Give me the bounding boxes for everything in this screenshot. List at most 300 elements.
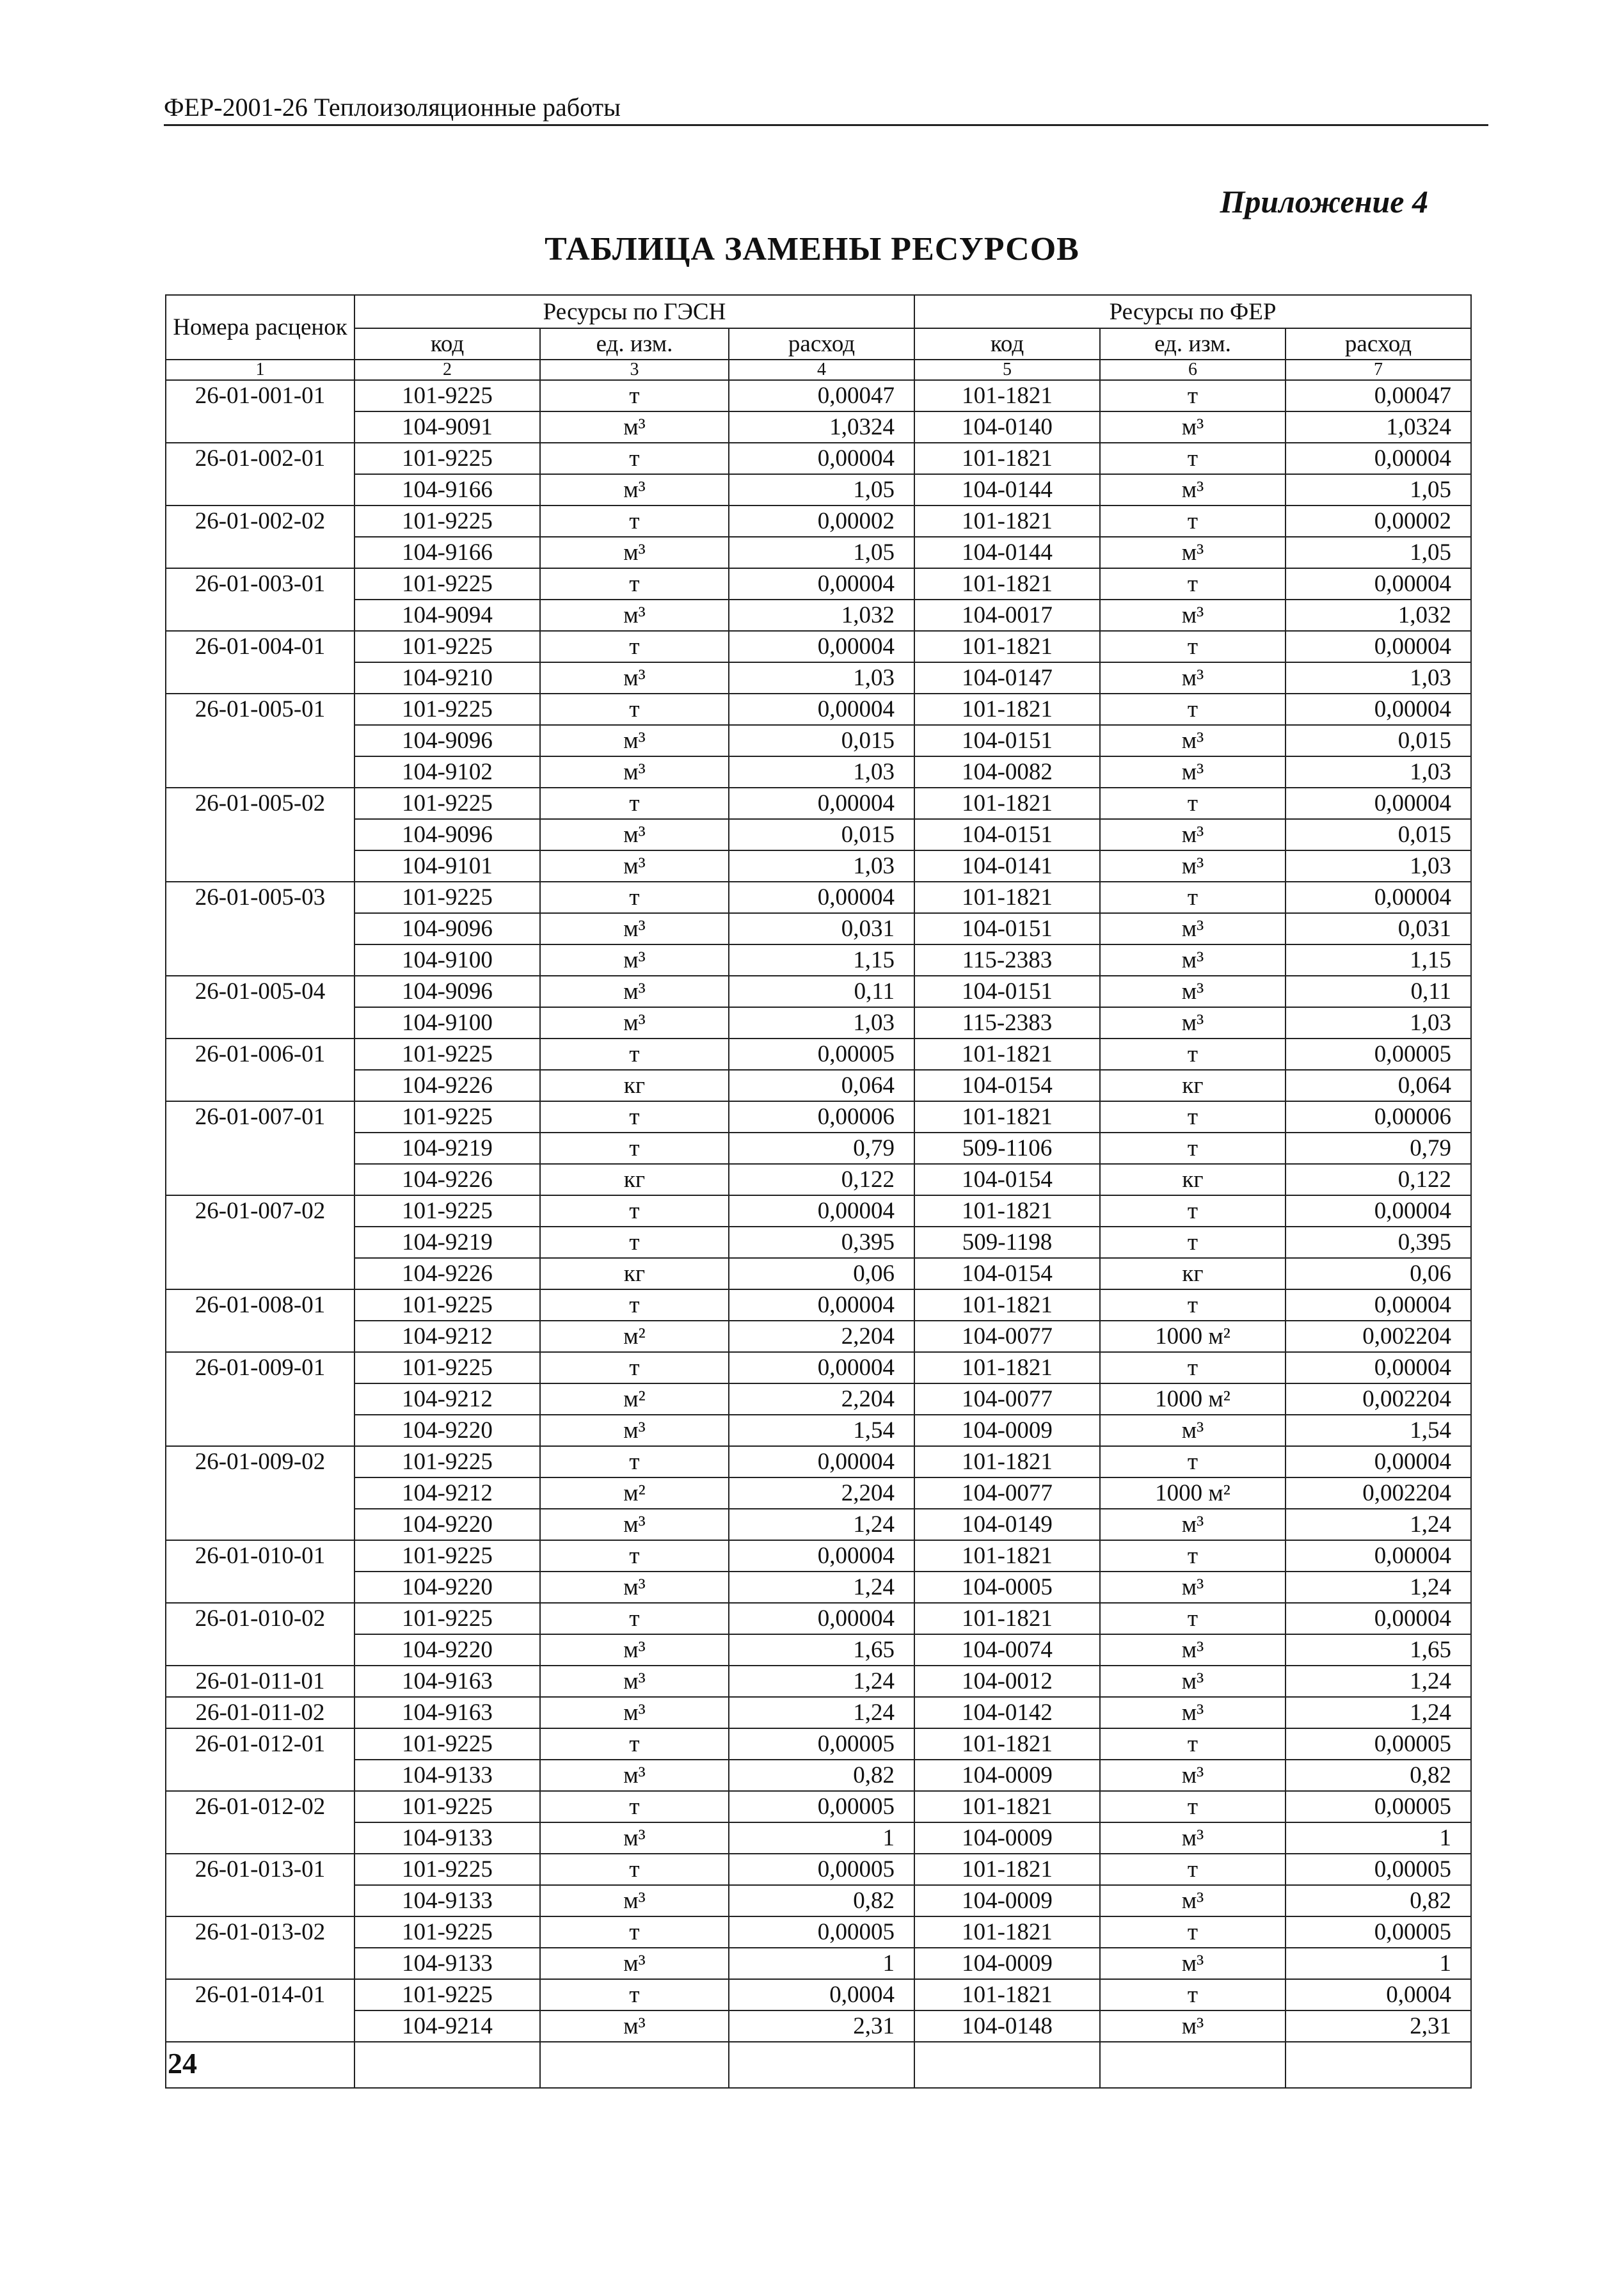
table-row (166, 631, 1471, 662)
fer-unit: т (1100, 380, 1286, 411)
fer-unit: м³ (1100, 819, 1286, 850)
fer-code: 101-1821 (914, 631, 1100, 662)
gesn-unit: кг (540, 1258, 729, 1289)
table-row (166, 1979, 1471, 2010)
table-row (166, 1634, 1471, 1666)
gesn-code: 101-9225 (354, 1979, 540, 2010)
fer-code: 101-1821 (914, 1101, 1100, 1133)
fer-unit: кг (1100, 1258, 1286, 1289)
fer-code: 101-1821 (914, 1979, 1100, 2010)
table-row (166, 1007, 1471, 1039)
column-number: 2 (354, 360, 540, 380)
fer-consumption: 1 (1286, 1948, 1471, 1979)
fer-unit: м³ (1100, 662, 1286, 694)
table-row (166, 1133, 1471, 1164)
table-blank-row (166, 2042, 1471, 2088)
table-row (166, 1164, 1471, 1195)
fer-unit: 1000 м² (1100, 1477, 1286, 1509)
table-row (166, 506, 1471, 537)
header-fer-code: код (914, 328, 1100, 360)
gesn-unit: м³ (540, 474, 729, 506)
fer-unit: т (1100, 568, 1286, 600)
table-row (166, 411, 1471, 443)
table-row (166, 1415, 1471, 1446)
fer-unit: кг (1100, 1070, 1286, 1101)
fer-code: 101-1821 (914, 1791, 1100, 1822)
fer-code: 101-1821 (914, 694, 1100, 725)
header-fer-consumption: расход (1286, 328, 1471, 360)
rate-number: 26-01-005-03 (166, 882, 354, 976)
fer-code: 104-0151 (914, 976, 1100, 1007)
table-row (166, 1227, 1471, 1258)
gesn-unit: т (540, 1195, 729, 1227)
fer-unit: м³ (1100, 850, 1286, 882)
fer-code: 115-2383 (914, 944, 1100, 976)
fer-consumption: 0,00005 (1286, 1039, 1471, 1070)
fer-code: 101-1821 (914, 1195, 1100, 1227)
rate-number: 26-01-011-02 (166, 1697, 354, 1728)
fer-unit: м³ (1100, 1007, 1286, 1039)
fer-unit: т (1100, 1854, 1286, 1885)
gesn-code: 101-9225 (354, 1195, 540, 1227)
gesn-unit: м³ (540, 1822, 729, 1854)
fer-consumption: 0,00002 (1286, 506, 1471, 537)
fer-consumption: 0,00006 (1286, 1101, 1471, 1133)
table-row (166, 1446, 1471, 1477)
gesn-consumption: 0,00004 (729, 1195, 914, 1227)
fer-code: 104-0009 (914, 1415, 1100, 1446)
fer-consumption: 0,00004 (1286, 568, 1471, 600)
gesn-consumption: 0,015 (729, 725, 914, 756)
gesn-unit: м³ (540, 600, 729, 631)
fer-unit: т (1100, 1039, 1286, 1070)
fer-unit: кг (1100, 1164, 1286, 1195)
table-row (166, 1854, 1471, 1885)
page-number: 24 (168, 2047, 197, 2080)
header-gesn-resources: Ресурсы по ГЭСН (354, 295, 914, 328)
rate-number: 26-01-010-01 (166, 1540, 354, 1603)
fer-consumption: 0,031 (1286, 913, 1471, 944)
fer-consumption: 0,00005 (1286, 1791, 1471, 1822)
gesn-consumption: 0,00004 (729, 631, 914, 662)
gesn-consumption: 0,82 (729, 1760, 914, 1791)
gesn-code: 101-9225 (354, 1854, 540, 1885)
gesn-unit: т (540, 1728, 729, 1760)
fer-code: 104-0074 (914, 1634, 1100, 1666)
fer-code: 104-0005 (914, 1572, 1100, 1603)
gesn-unit: м³ (540, 1666, 729, 1697)
blank-cell (354, 2042, 540, 2088)
fer-unit: т (1100, 1133, 1286, 1164)
table-row (166, 756, 1471, 788)
gesn-code: 104-9100 (354, 944, 540, 976)
gesn-unit: м³ (540, 1885, 729, 1916)
rate-number: 26-01-009-02 (166, 1446, 354, 1540)
fer-unit: т (1100, 694, 1286, 725)
gesn-code: 101-9225 (354, 568, 540, 600)
rate-number: 26-01-012-01 (166, 1728, 354, 1791)
column-number: 3 (540, 360, 729, 380)
gesn-code: 104-9133 (354, 1760, 540, 1791)
table-row (166, 1822, 1471, 1854)
gesn-code: 104-9096 (354, 976, 540, 1007)
fer-consumption: 0,015 (1286, 819, 1471, 850)
fer-consumption: 1,03 (1286, 756, 1471, 788)
fer-unit: т (1100, 443, 1286, 474)
fer-unit: м³ (1100, 537, 1286, 568)
fer-code: 101-1821 (914, 568, 1100, 600)
gesn-consumption: 1,0324 (729, 411, 914, 443)
gesn-consumption: 0,79 (729, 1133, 914, 1164)
gesn-code: 101-9225 (354, 1791, 540, 1822)
fer-code: 104-0148 (914, 2010, 1100, 2042)
fer-code: 509-1198 (914, 1227, 1100, 1258)
fer-consumption: 1,0324 (1286, 411, 1471, 443)
rate-number: 26-01-005-01 (166, 694, 354, 788)
fer-code: 101-1821 (914, 1603, 1100, 1634)
table-row (166, 1039, 1471, 1070)
gesn-unit: м² (540, 1321, 729, 1352)
gesn-consumption: 0,00004 (729, 788, 914, 819)
fer-unit: т (1100, 1916, 1286, 1948)
fer-consumption: 0,00004 (1286, 1540, 1471, 1572)
gesn-code: 104-9214 (354, 2010, 540, 2042)
appendix-label: Приложение 4 (1220, 184, 1428, 219)
fer-code: 104-0017 (914, 600, 1100, 631)
table-row (166, 1572, 1471, 1603)
rate-number: 26-01-005-02 (166, 788, 354, 882)
gesn-consumption: 0,11 (729, 976, 914, 1007)
fer-consumption: 1,24 (1286, 1666, 1471, 1697)
fer-consumption: 0,11 (1286, 976, 1471, 1007)
fer-unit: т (1100, 631, 1286, 662)
gesn-unit: м³ (540, 1509, 729, 1540)
gesn-code: 101-9225 (354, 1352, 540, 1383)
gesn-unit: т (540, 694, 729, 725)
gesn-unit: т (540, 1101, 729, 1133)
fer-consumption: 1,24 (1286, 1697, 1471, 1728)
gesn-consumption: 1,03 (729, 756, 914, 788)
table-row (166, 913, 1471, 944)
fer-unit: м³ (1100, 976, 1286, 1007)
rate-number: 26-01-007-02 (166, 1195, 354, 1289)
gesn-unit: м³ (540, 1697, 729, 1728)
gesn-consumption: 1,24 (729, 1572, 914, 1603)
table-row (166, 1760, 1471, 1791)
fer-consumption: 0,00004 (1286, 1603, 1471, 1634)
fer-unit: м³ (1100, 725, 1286, 756)
gesn-unit: м³ (540, 976, 729, 1007)
table-row (166, 1289, 1471, 1321)
rate-number: 26-01-003-01 (166, 568, 354, 631)
fer-code: 104-0077 (914, 1321, 1100, 1352)
blank-cell (540, 2042, 729, 2088)
gesn-code: 104-9220 (354, 1634, 540, 1666)
fer-code: 104-0154 (914, 1070, 1100, 1101)
gesn-consumption: 0,00004 (729, 1603, 914, 1634)
fer-consumption: 0,122 (1286, 1164, 1471, 1195)
fer-unit: т (1100, 1352, 1286, 1383)
fer-code: 104-0151 (914, 819, 1100, 850)
gesn-unit: т (540, 1289, 729, 1321)
gesn-unit: м³ (540, 1760, 729, 1791)
gesn-code: 104-9163 (354, 1697, 540, 1728)
gesn-unit: т (540, 380, 729, 411)
fer-consumption: 0,00004 (1286, 631, 1471, 662)
fer-consumption: 0,00004 (1286, 788, 1471, 819)
fer-code: 509-1106 (914, 1133, 1100, 1164)
fer-consumption: 0,015 (1286, 725, 1471, 756)
fer-code: 104-0154 (914, 1258, 1100, 1289)
gesn-unit: т (540, 631, 729, 662)
gesn-code: 104-9212 (354, 1477, 540, 1509)
gesn-consumption: 2,31 (729, 2010, 914, 2042)
fer-unit: м³ (1100, 1760, 1286, 1791)
gesn-code: 104-9219 (354, 1227, 540, 1258)
table-row (166, 1540, 1471, 1572)
gesn-unit: м³ (540, 1415, 729, 1446)
fer-code: 104-0154 (914, 1164, 1100, 1195)
header-gesn-consumption: расход (729, 328, 914, 360)
blank-cell (1286, 2042, 1471, 2088)
fer-code: 104-0140 (914, 411, 1100, 443)
column-number: 4 (729, 360, 914, 380)
fer-consumption: 0,00004 (1286, 882, 1471, 913)
column-number: 5 (914, 360, 1100, 380)
gesn-consumption: 0,00047 (729, 380, 914, 411)
gesn-consumption: 2,204 (729, 1321, 914, 1352)
column-number: 1 (166, 360, 354, 380)
table-row (166, 1603, 1471, 1634)
fer-code: 104-0009 (914, 1948, 1100, 1979)
column-number: 6 (1100, 360, 1286, 380)
rate-number: 26-01-014-01 (166, 1979, 354, 2042)
fer-code: 101-1821 (914, 380, 1100, 411)
fer-unit: м³ (1100, 1509, 1286, 1540)
table-row (166, 1321, 1471, 1352)
fer-consumption: 1,032 (1286, 600, 1471, 631)
gesn-unit: м³ (540, 662, 729, 694)
fer-consumption: 0,002204 (1286, 1477, 1471, 1509)
fer-consumption: 0,00005 (1286, 1854, 1471, 1885)
gesn-code: 104-9133 (354, 1948, 540, 1979)
table-row (166, 819, 1471, 850)
gesn-consumption: 1 (729, 1948, 914, 1979)
table-row (166, 1791, 1471, 1822)
fer-unit: м³ (1100, 913, 1286, 944)
table-row (166, 1352, 1471, 1383)
gesn-consumption: 1,24 (729, 1666, 914, 1697)
gesn-unit: т (540, 882, 729, 913)
gesn-consumption: 0,00004 (729, 568, 914, 600)
gesn-consumption: 1,05 (729, 474, 914, 506)
fer-unit: 1000 м² (1100, 1321, 1286, 1352)
fer-consumption: 0,002204 (1286, 1383, 1471, 1415)
fer-code: 101-1821 (914, 443, 1100, 474)
gesn-code: 104-9133 (354, 1885, 540, 1916)
gesn-code: 101-9225 (354, 882, 540, 913)
gesn-code: 101-9225 (354, 1101, 540, 1133)
fer-code: 104-0077 (914, 1477, 1100, 1509)
gesn-consumption: 0,00005 (729, 1039, 914, 1070)
gesn-unit: м³ (540, 756, 729, 788)
gesn-consumption: 0,06 (729, 1258, 914, 1289)
gesn-consumption: 0,00004 (729, 443, 914, 474)
resource-replacement-table (165, 294, 1472, 2089)
gesn-code: 104-9219 (354, 1133, 540, 1164)
gesn-unit: т (540, 443, 729, 474)
blank-cell (729, 2042, 914, 2088)
gesn-code: 101-9225 (354, 694, 540, 725)
column-number: 7 (1286, 360, 1471, 380)
fer-code: 101-1821 (914, 1446, 1100, 1477)
gesn-unit: кг (540, 1070, 729, 1101)
table-row (166, 662, 1471, 694)
gesn-code: 101-9225 (354, 1603, 540, 1634)
gesn-code: 101-9225 (354, 1289, 540, 1321)
fer-unit: 1000 м² (1100, 1383, 1286, 1415)
fer-unit: м³ (1100, 1666, 1286, 1697)
fer-unit: т (1100, 1979, 1286, 2010)
gesn-consumption: 1,03 (729, 662, 914, 694)
fer-consumption: 0,00004 (1286, 1352, 1471, 1383)
gesn-code: 101-9225 (354, 1540, 540, 1572)
blank-cell (1100, 2042, 1286, 2088)
gesn-code: 101-9225 (354, 1039, 540, 1070)
fer-consumption: 2,31 (1286, 2010, 1471, 2042)
gesn-consumption: 2,204 (729, 1383, 914, 1415)
fer-consumption: 1,03 (1286, 1007, 1471, 1039)
fer-consumption: 0,79 (1286, 1133, 1471, 1164)
gesn-consumption: 0,00005 (729, 1916, 914, 1948)
table-row (166, 1101, 1471, 1133)
gesn-consumption: 0,122 (729, 1164, 914, 1195)
rate-number: 26-01-007-01 (166, 1101, 354, 1195)
gesn-consumption: 0,00002 (729, 506, 914, 537)
table-row (166, 882, 1471, 913)
fer-code: 104-0009 (914, 1822, 1100, 1854)
fer-consumption: 0,002204 (1286, 1321, 1471, 1352)
fer-code: 104-0142 (914, 1697, 1100, 1728)
fer-consumption: 0,00004 (1286, 443, 1471, 474)
gesn-unit: м³ (540, 725, 729, 756)
gesn-code: 101-9225 (354, 1728, 540, 1760)
gesn-unit: м³ (540, 1948, 729, 1979)
gesn-code: 101-9225 (354, 443, 540, 474)
fer-unit: м³ (1100, 1885, 1286, 1916)
table-row (166, 1948, 1471, 1979)
gesn-consumption: 1,03 (729, 850, 914, 882)
fer-consumption: 0,00047 (1286, 380, 1471, 411)
gesn-code: 104-9102 (354, 756, 540, 788)
fer-consumption: 0,82 (1286, 1760, 1471, 1791)
gesn-code: 101-9225 (354, 788, 540, 819)
gesn-consumption: 0,00005 (729, 1854, 914, 1885)
fer-consumption: 0,00004 (1286, 1446, 1471, 1477)
gesn-unit: м³ (540, 1572, 729, 1603)
fer-unit: м³ (1100, 600, 1286, 631)
fer-consumption: 0,0004 (1286, 1979, 1471, 2010)
fer-unit: т (1100, 1446, 1286, 1477)
table-row (166, 1728, 1471, 1760)
table-row (166, 537, 1471, 568)
gesn-unit: т (540, 506, 729, 537)
gesn-code: 104-9220 (354, 1509, 540, 1540)
fer-unit: т (1100, 1540, 1286, 1572)
fer-unit: м³ (1100, 1697, 1286, 1728)
gesn-consumption: 0,00004 (729, 1446, 914, 1477)
fer-consumption: 0,064 (1286, 1070, 1471, 1101)
fer-unit: т (1100, 788, 1286, 819)
fer-unit: м³ (1100, 1948, 1286, 1979)
header-fer-unit: ед. изм. (1100, 328, 1286, 360)
fer-unit: т (1100, 882, 1286, 913)
table-row (166, 600, 1471, 631)
gesn-unit: м³ (540, 1007, 729, 1039)
fer-unit: м³ (1100, 1822, 1286, 1854)
table-row (166, 1885, 1471, 1916)
gesn-unit: м³ (540, 913, 729, 944)
table-row (166, 976, 1471, 1007)
fer-code: 104-0151 (914, 913, 1100, 944)
fer-code: 104-0009 (914, 1760, 1100, 1791)
gesn-consumption: 1 (729, 1822, 914, 1854)
fer-consumption: 1,24 (1286, 1572, 1471, 1603)
gesn-code: 104-9212 (354, 1321, 540, 1352)
gesn-unit: кг (540, 1164, 729, 1195)
fer-consumption: 1,65 (1286, 1634, 1471, 1666)
gesn-unit: т (540, 1854, 729, 1885)
fer-code: 115-2383 (914, 1007, 1100, 1039)
running-header: ФЕР-2001-26 Теплоизоляционные работы (164, 91, 1488, 126)
fer-unit: т (1100, 1101, 1286, 1133)
fer-unit: м³ (1100, 1572, 1286, 1603)
gesn-consumption: 0,00005 (729, 1791, 914, 1822)
fer-code: 101-1821 (914, 1352, 1100, 1383)
gesn-consumption: 0,00006 (729, 1101, 914, 1133)
gesn-consumption: 0,00005 (729, 1728, 914, 1760)
fer-unit: т (1100, 1289, 1286, 1321)
gesn-consumption: 1,03 (729, 1007, 914, 1039)
fer-code: 101-1821 (914, 1916, 1100, 1948)
fer-code: 101-1821 (914, 788, 1100, 819)
gesn-code: 104-9166 (354, 474, 540, 506)
gesn-unit: м³ (540, 1634, 729, 1666)
fer-unit: м³ (1100, 1634, 1286, 1666)
gesn-unit: т (540, 1603, 729, 1634)
rate-number: 26-01-012-02 (166, 1791, 354, 1854)
gesn-consumption: 0,00004 (729, 1540, 914, 1572)
gesn-code: 104-9096 (354, 725, 540, 756)
table-row (166, 694, 1471, 725)
fer-code: 101-1821 (914, 1289, 1100, 1321)
fer-consumption: 1,05 (1286, 474, 1471, 506)
gesn-consumption: 0,031 (729, 913, 914, 944)
rate-number: 26-01-006-01 (166, 1039, 354, 1101)
gesn-code: 104-9100 (354, 1007, 540, 1039)
gesn-unit: т (540, 1446, 729, 1477)
table-row (166, 568, 1471, 600)
header-rate-numbers: Номера расценок (166, 295, 354, 360)
header-fer-resources: Ресурсы по ФЕР (914, 295, 1471, 328)
gesn-code: 104-9212 (354, 1383, 540, 1415)
fer-consumption: 0,82 (1286, 1885, 1471, 1916)
gesn-consumption: 0,0004 (729, 1979, 914, 2010)
gesn-unit: т (540, 1039, 729, 1070)
table-row (166, 725, 1471, 756)
table-row (166, 2010, 1471, 2042)
fer-consumption: 0,06 (1286, 1258, 1471, 1289)
